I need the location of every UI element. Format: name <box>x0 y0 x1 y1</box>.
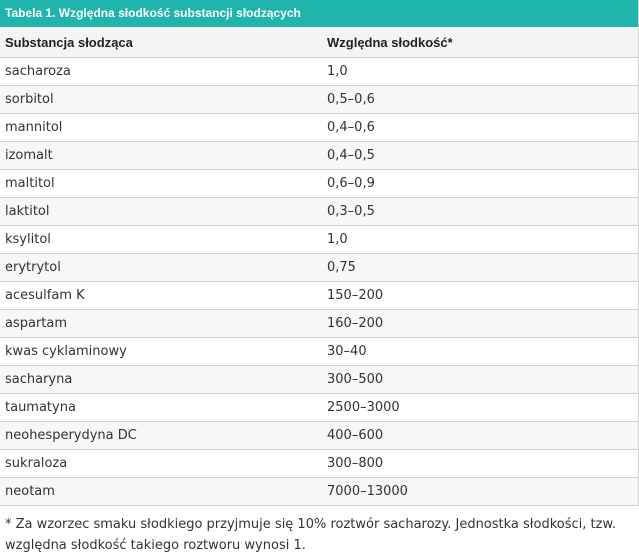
cell-substance: sorbitol <box>5 92 54 107</box>
table-body <box>0 58 638 506</box>
cell-substance: izomalt <box>5 148 53 163</box>
cell-substance: erytrytol <box>5 260 61 275</box>
cell-sweetness: 0,4–0,6 <box>327 120 375 135</box>
cell-substance: aspartam <box>5 316 68 331</box>
table-row <box>0 254 638 282</box>
cell-sweetness: 0,4–0,5 <box>327 148 375 163</box>
cell-substance: sacharoza <box>5 64 71 79</box>
cell-sweetness: 300–800 <box>327 456 384 471</box>
cell-substance: laktitol <box>5 204 50 219</box>
cell-sweetness: 1,0 <box>327 232 348 247</box>
table-row <box>0 170 638 198</box>
cell-substance: neohesperydyna DC <box>5 428 137 443</box>
table-row <box>0 198 638 226</box>
header-substance: Substancja słodząca <box>5 34 133 50</box>
cell-substance: ksylitol <box>5 232 51 247</box>
table-row <box>0 142 638 170</box>
cell-substance: sukraloza <box>5 456 68 471</box>
cell-sweetness: 0,6–0,9 <box>327 176 375 191</box>
header-sweetness: Względna słodkość* <box>327 34 453 50</box>
cell-sweetness: 7000–13000 <box>327 484 408 499</box>
cell-sweetness: 0,75 <box>327 260 356 275</box>
table-row <box>0 86 638 114</box>
cell-sweetness: 400–600 <box>327 428 384 443</box>
cell-sweetness: 1,0 <box>327 64 348 79</box>
table-row <box>0 58 638 86</box>
table-row <box>0 282 638 310</box>
cell-sweetness: 2500–3000 <box>327 400 400 415</box>
cell-sweetness: 30–40 <box>327 344 367 359</box>
table-row <box>0 366 638 394</box>
cell-sweetness: 0,5–0,6 <box>327 92 375 107</box>
table-header-row <box>0 27 638 58</box>
table-row <box>0 422 638 450</box>
cell-substance: sacharyna <box>5 372 73 387</box>
table-footnote: * Za wzorzec smaku słodkiego przyjmuje się 10% roztwór sacharozy. Jednostka słodkości, tzw. względna słodkość takiego roztworu wynosi 1. <box>5 517 617 553</box>
table-row <box>0 114 638 142</box>
cell-substance: taumatyna <box>5 400 76 415</box>
table-row <box>0 338 638 366</box>
cell-sweetness: 300–500 <box>327 372 384 387</box>
table-row <box>0 478 638 506</box>
table-row <box>0 226 638 254</box>
table-row <box>0 310 638 338</box>
cell-sweetness: 150–200 <box>327 288 384 303</box>
table-row <box>0 450 638 478</box>
table-row <box>0 394 638 422</box>
cell-substance: neotam <box>5 484 55 499</box>
cell-substance: kwas cyklaminowy <box>5 344 127 359</box>
cell-sweetness: 0,3–0,5 <box>327 204 375 219</box>
cell-substance: acesulfam K <box>5 288 85 303</box>
cell-substance: mannitol <box>5 120 63 135</box>
cell-substance: maltitol <box>5 176 55 191</box>
table-caption: Tabela 1. Względna słodkość substancji słodzących <box>0 0 638 27</box>
cell-sweetness: 160–200 <box>327 316 384 331</box>
